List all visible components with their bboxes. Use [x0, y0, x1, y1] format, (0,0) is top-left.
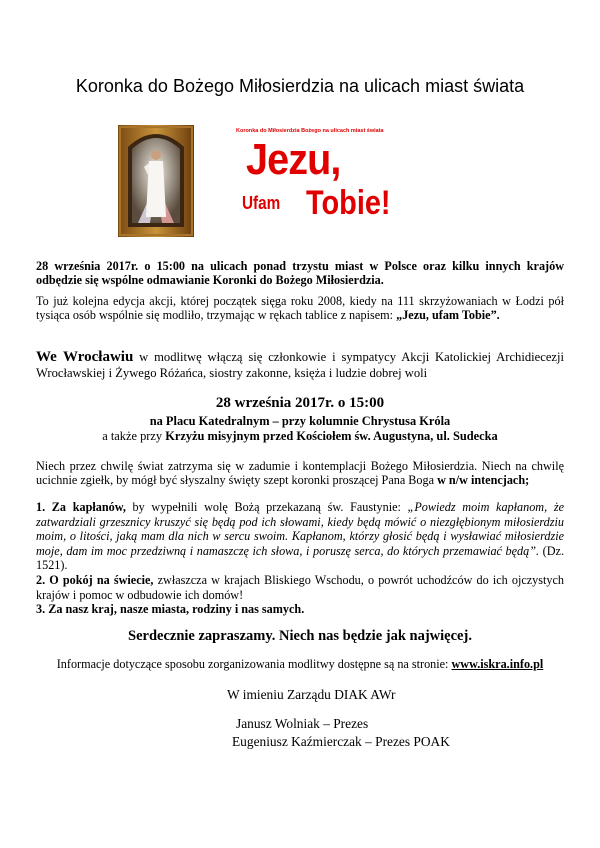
intention-2 [36, 573, 564, 602]
poster-subtitle: Koronka do Miłosierdzia Bożego na ulicach miast świata [236, 128, 384, 134]
signature-poak-president: Eugeniusz Kaźmierczak – Prezes POAK [232, 734, 450, 749]
history-paragraph [36, 294, 564, 322]
jezu-ufam-tobie-poster [236, 128, 396, 228]
info-line [0, 657, 600, 672]
invitation: Serdecznie zapraszamy. Niech nas będzie jak najwięcej. [128, 628, 472, 644]
signature-board: W imieniu Zarządu DIAK AWr [227, 687, 396, 702]
event-also [0, 429, 600, 444]
divine-mercy-painting [118, 125, 194, 237]
event-date: 28 września 2017r. o 15:00 [215, 395, 385, 411]
intention-1-ref: (Dz. 1521). [36, 543, 564, 573]
wroclaw-paragraph [36, 349, 564, 381]
intention-2-lead: 2. O pokój na świecie, [36, 572, 154, 587]
intention-2-text: zwłaszcza w krajach Bliskiego Wschodu, o powrót uchodźców do ich ojczystych krajów i pomoc w odbudowie ich domów! [36, 572, 564, 602]
poster-jezu: Jezu, [246, 135, 341, 184]
poster-ufam: Ufam [242, 193, 281, 213]
event-also-prefix: a także przy [102, 429, 166, 443]
intentions-list [36, 500, 564, 617]
intention-1-quote: „Powiedz moim kapłanom, że zatwardziali grzesznicy kruszyć się będą pod ich słowami, kiedy będą mówić o niezgłębionym miłosierdziu moim, o litości, jaką mam dla nich w sercu swoim. Kapłanom, którzy głosić będą i wysławiać miłosierdzie moje, dam im moc przedziwną i namaszczę ich słowa, i poruszę serca, do których przemawiać będą”. [36, 500, 564, 558]
signature-president: Janusz Wolniak – Prezes [236, 716, 369, 731]
body-text: Niech przez chwilę świat zatrzyma się w zadumie i kontemplacji Bożego Miłosierdzia. Niech na chwilę ucichnie zgiełk, by mógł być słyszalny święty szept koronki proszącej Pana Boga [36, 459, 564, 487]
event-place: na Placu Katedralnym – przy kolumnie Chrystusa Króla [149, 414, 451, 428]
wroclaw-lead: We Wrocławiu [36, 349, 134, 365]
history-text: To już kolejna edycja akcji, której początek sięga roku 2008, kiedy na 111 skrzyżowaniach w Łodzi pół tysiąca osób wspólnie się modliło, trzymając w rękach tablice z napisem: [36, 294, 564, 322]
info-text: Informacje dotyczące sposobu zorganizowania modlitwy dostępne są na stronie: [56, 657, 452, 671]
intention-1-text: by wypełnili wolę Bożą przekazaną św. Faustynie: [125, 500, 408, 514]
event-also-place: Krzyżu misyjnym przed Kościołem św. Augustyna, ul. Sudecka [165, 429, 498, 443]
intro-paragraph: 28 września 2017r. o 15:00 na ulicach ponad trzystu miast w Polsce oraz kilku innych krajów odbędzie się wspólne odmawianie Koronki do Bożego Miłosierdzia. [36, 259, 564, 287]
history-quote: „Jezu, ufam Tobie”. [396, 308, 500, 322]
poster-tobie: Tobie! [306, 184, 391, 222]
intention-1 [36, 500, 564, 573]
page-title: Koronka do Bożego Miłosierdzia na ulicach miast świata [75, 76, 525, 96]
wroclaw-text: w modlitwę włączą się członkowie i sympatycy Akcji Katolickiej Archidiecezji Wrocławskiej i Żywego Różańca, siostry zakonne, księża i ludzie dobrej woli [36, 350, 565, 380]
info-link[interactable]: www.iskra.info.pl [451, 657, 544, 671]
intention-3: 3. Za nasz kraj, nasze miasta, rodziny i nas samych. [36, 602, 305, 617]
intention-1-lead: 1. Za kapłanów, [36, 500, 126, 514]
body-paragraph [36, 459, 564, 487]
intentions-label: w n/w intencjach; [437, 473, 530, 487]
